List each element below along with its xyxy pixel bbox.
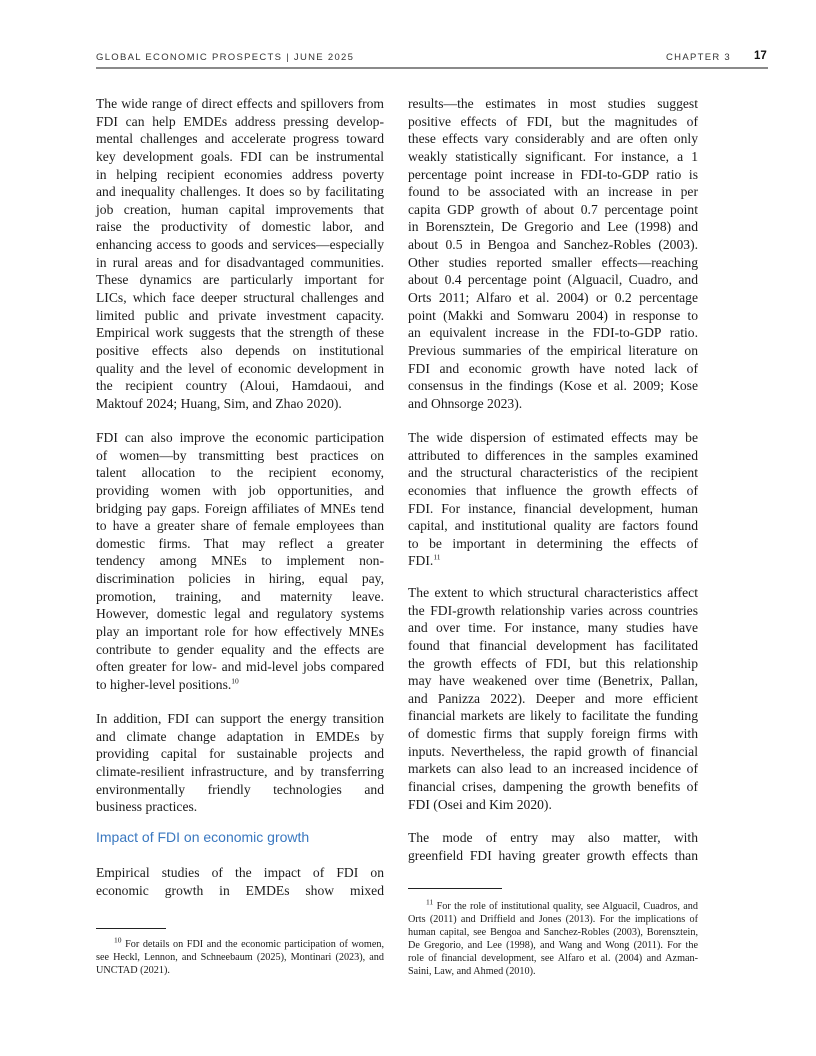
- text-line: providing capital for sustainable projects and: [96, 746, 384, 762]
- text-line: FDI. For instance, financial development, human: [408, 500, 698, 516]
- footnote-10: [96, 935, 384, 977]
- text-line: economic growth in EMDEs show mixed: [96, 882, 384, 898]
- text-line: these effects vary considerably and are often only: [408, 131, 698, 147]
- body-paragraph: [408, 95, 698, 413]
- text-line: Other studies reported smaller effects—reaching: [408, 254, 698, 270]
- text-line: financial markets are likely to facilitate the funding: [408, 708, 698, 724]
- text-line: Maktouf 2024; Huang, Sim, and Zhao 2020).: [96, 395, 342, 411]
- footnote-line: see Heckl, Lennon, and Schneebaum (2025), Montinari (2023), and: [96, 952, 384, 964]
- text-line: weakly statistically significant. For instance, a 1: [408, 148, 698, 164]
- footnote-rule: [408, 888, 502, 889]
- text-line: environmentally friendly technologies and: [96, 781, 384, 797]
- body-paragraph: [408, 584, 698, 813]
- text-line: financial crises, dampening the growth benefits of: [408, 779, 698, 795]
- text-line: to have a greater share of female employees than: [96, 518, 384, 534]
- footnote-marker: 11: [426, 897, 434, 907]
- text-line: In addition, FDI can support the energy transition: [96, 711, 384, 726]
- text-line: quality and the level of economic development in: [96, 360, 384, 376]
- text-line: the FDI-growth relationship varies across countries: [408, 602, 698, 618]
- text-line: positive effects of FDI, but the magnitudes of: [408, 113, 698, 129]
- text-line: may have weakened over time (Benetrix, Pallan,: [408, 673, 698, 689]
- text-line: to higher-level positions.$^{10}$: [96, 676, 239, 692]
- text-line: tendency among MNEs to implement non-: [96, 553, 384, 569]
- text-line: markets can also lead to an increased incidence of: [408, 761, 698, 777]
- text-line: domestic firms. That may reflect a greater: [96, 535, 384, 551]
- footnote-line: role of financial development, see Alfaro et al. (2004) and Azman-: [408, 953, 698, 965]
- footnote-line: Orts (2011) and Driffield and Jones (2013). For the implications of: [408, 914, 698, 926]
- text-line: play an important role for how effectively MNEs: [96, 624, 384, 640]
- text-line: greenfield FDI having greater growth effects than: [408, 847, 698, 863]
- text-line: Previous summaries of the empirical literature on: [408, 342, 698, 358]
- text-line: talent allocation to the recipient economy,: [96, 465, 384, 481]
- running-header-chapter: CHAPTER 3: [666, 52, 732, 63]
- text-line: The extent to which structural characteristics affect: [408, 585, 698, 600]
- text-line: bridging pay gaps. Foreign affiliates of MNEs tend: [96, 500, 384, 516]
- text-line: positive effects also depends on institutional: [96, 342, 384, 358]
- text-line: key development goals. FDI can be instrumental: [96, 148, 384, 164]
- text-line: in helping recipient economies address poverty: [96, 166, 384, 182]
- text-line: The wide dispersion of estimated effects may be: [408, 430, 698, 445]
- text-line: enhancing access to goods and services—especially: [96, 237, 384, 253]
- text-line: These dynamics are particularly important for: [96, 272, 384, 288]
- footnote-line: Saini, Law, and Ahmed (2010).: [408, 966, 536, 978]
- body-paragraph: [96, 864, 384, 899]
- text-line: economies that influence the growth effects of: [408, 482, 698, 498]
- text-line: found to be associated with an increase in per: [408, 184, 698, 200]
- running-header-title: GLOBAL ECONOMIC PROSPECTS | JUNE 2025: [96, 52, 355, 63]
- text-line: and the structural characteristics of the recipient: [408, 465, 698, 481]
- text-line: about 0.5 in Bengoa and Sanchez-Robles (2003).: [408, 237, 698, 253]
- header-rule: [96, 67, 768, 69]
- footnote-11: [408, 897, 698, 979]
- text-line: FDI can also improve the economic participation: [96, 430, 384, 445]
- text-line: point (Makki and Somwaru 2004) in response to: [408, 307, 698, 323]
- text-line: attributed to differences in the samples examined: [408, 447, 698, 463]
- body-paragraph: [408, 829, 698, 864]
- text-line: FDI and economic growth have noted lack of: [408, 360, 698, 376]
- text-line: often greater for low- and mid-level jobs compared: [96, 659, 384, 675]
- text-line: business practices.: [96, 799, 198, 815]
- text-line: and climate change adaptation in EMDEs by: [96, 728, 384, 744]
- text-line: discrimination policies in hiring, equal pay,: [96, 571, 384, 587]
- footnote-marker: 10: [114, 935, 122, 945]
- text-line: of domestic firms that supply foreign firms with: [408, 726, 698, 742]
- body-paragraph: [96, 710, 384, 816]
- footnote-line: De Gregorio, and Lee (1998), and Wang and Wong (2011). For the: [408, 940, 698, 952]
- footnote-rule: [96, 928, 166, 929]
- footnote-line: $^{11}$ For the role of institutional quality, see Alguacil, Cuadros, and: [426, 897, 698, 912]
- body-paragraph: [96, 429, 384, 694]
- text-line: However, domestic legal and regulatory systems: [96, 606, 384, 622]
- text-line: of women—by transmitting best practices on: [96, 447, 384, 463]
- text-line: the recipient country (Aloui, Hamdaoui, and: [96, 378, 384, 394]
- text-line: about 0.4 percentage point (Alguacil, Cuadro, and: [408, 272, 698, 288]
- text-line: found that financial development has facilitated: [408, 637, 698, 653]
- text-line: and Panizza 2022). Deeper and more efficient: [408, 690, 698, 706]
- text-line: results—the estimates in most studies suggest: [408, 96, 698, 111]
- text-line: FDI (Osei and Kim 2020).: [408, 796, 552, 812]
- footnote-line: human capital, see Bengoa and Sanchez-Robles (2003), Borensztein,: [408, 927, 698, 939]
- page-number: 17: [754, 50, 767, 62]
- footnote-marker: 11: [433, 552, 441, 562]
- text-line: LICs, which face deeper structural challenges and: [96, 290, 384, 306]
- text-line: raise the productivity of domestic labor, and: [96, 219, 384, 235]
- text-line: percentage point increase in FDI-to-GDP ratio is: [408, 166, 698, 182]
- text-line: and over time. For instance, many studies have: [408, 620, 698, 636]
- text-line: Empirical studies of the impact of FDI on: [96, 865, 384, 880]
- text-line: to be important in determining the effects of: [408, 535, 698, 551]
- footnote-line: UNCTAD (2021).: [96, 965, 170, 977]
- text-line: climate-resilient infrastructure, and by transferring: [96, 763, 384, 779]
- text-line: contribute to gender equality and the effects are: [96, 641, 384, 657]
- text-line: Orts 2011; Alfaro et al. 2004) or 0.2 percentage: [408, 290, 698, 306]
- text-line: an equivalent increase in the FDI-to-GDP ratio.: [408, 325, 698, 341]
- text-line: The mode of entry may also matter, with: [408, 830, 698, 845]
- text-line: inputs. Nevertheless, the rapid growth of financial: [408, 743, 698, 759]
- text-line: and Ohnsorge 2023).: [408, 395, 523, 411]
- body-paragraph: [96, 95, 384, 413]
- text-line: consensus in the findings (Kose et al. 2009; Kose: [408, 378, 698, 394]
- text-line: capital, and institutional quality are factors found: [408, 518, 698, 534]
- text-line: in Borensztein, De Gregorio and Lee (1998) and: [408, 219, 698, 235]
- body-paragraph: [408, 429, 698, 570]
- text-line: in rural areas and for disadvantaged communities.: [96, 254, 384, 270]
- text-line: the growth effects of FDI, but this relationship: [408, 655, 698, 671]
- text-line: job creation, human capital improvements that: [96, 201, 384, 217]
- text-line: mental challenges and accelerate progress toward: [96, 131, 384, 147]
- text-line: capita GDP growth of about 0.7 percentage point: [408, 201, 698, 217]
- text-line: The wide range of direct effects and spillovers from: [96, 96, 384, 111]
- text-line: promotion, training, and maternity leave.: [96, 588, 384, 604]
- footnote-line: $^{10}$ For details on FDI and the economic participation of women,: [114, 935, 384, 950]
- text-line: providing women with job opportunities, and: [96, 482, 384, 498]
- text-line: Empirical work suggests that the strength of these: [96, 325, 384, 341]
- text-line: limited public and private investment capacity.: [96, 307, 384, 323]
- text-line: FDI.$^{11}$: [408, 552, 441, 569]
- section-heading: Impact of FDI on economic growth: [96, 829, 310, 845]
- text-line: FDI can help EMDEs address pressing develop-: [96, 113, 384, 129]
- text-line: and inequality challenges. It does so by facilitating: [96, 184, 384, 200]
- footnote-marker: 10: [231, 676, 239, 686]
